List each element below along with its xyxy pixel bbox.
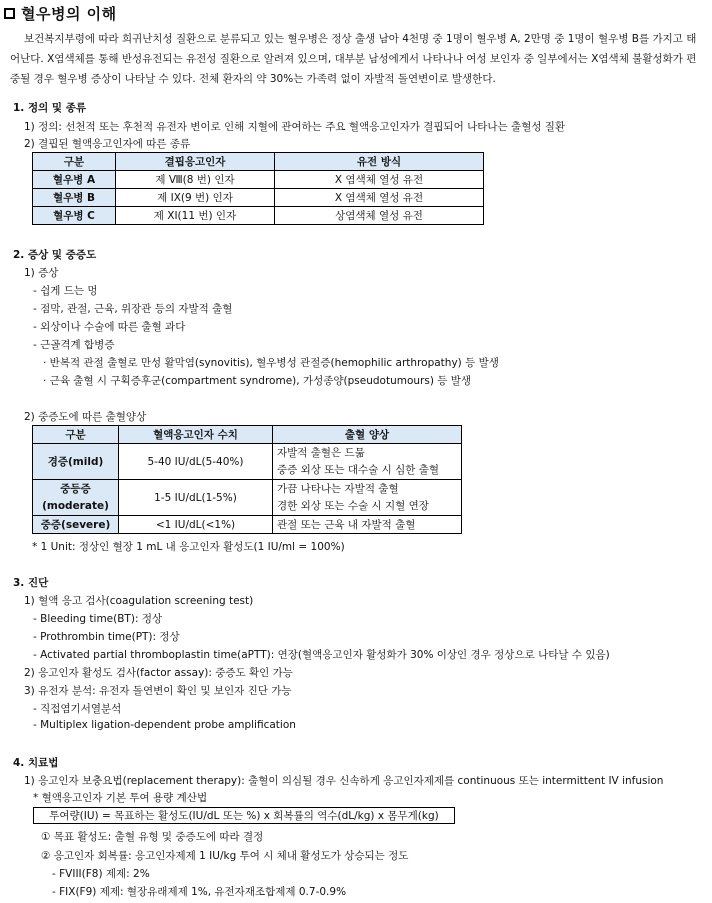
table-cell: [33, 480, 119, 516]
table-cell: 경증(mild): [33, 444, 119, 480]
list-item: - Multiplex ligation-dependent probe amplification: [33, 719, 296, 731]
list-item: 2) 응고인자 활성도 검사(factor assay): 중증도 확인 가능: [24, 667, 293, 679]
section-2-heading: 2. 증상 및 중증도: [13, 249, 97, 261]
severity-label: (moderate): [42, 499, 109, 512]
table-cell: X 염색체 열성 유전: [275, 189, 484, 207]
table-header: 구분: [33, 153, 116, 171]
bleeding-desc: 가끔 나타나는 자발적 출혈: [277, 482, 399, 495]
table-cell: 혈우병 B: [33, 189, 116, 207]
list-item: - FVIII(F8) 제제: 2%: [52, 868, 150, 880]
table-header: 유전 방식: [275, 153, 484, 171]
table-header: 구분: [33, 426, 119, 444]
table-header: 결핍응고인자: [116, 153, 275, 171]
table-row: [33, 516, 462, 534]
table-cell: 제 IX(9 번) 인자: [116, 189, 275, 207]
list-item: 3) 유전자 분석: 유전자 돌연변이 확인 및 보인자 진단 가능: [24, 685, 292, 697]
list-item: - Bleeding time(BT): 정상: [33, 613, 163, 625]
table-cell: 관절 또는 근육 내 자발적 출혈: [273, 516, 462, 534]
bleeding-desc: 자발적 출혈은 드묾: [277, 446, 365, 459]
dose-note: * 혈액응고인자 기본 투여 용량 계산법: [33, 792, 208, 804]
table-cell: <1 IU/dL(<1%): [119, 516, 273, 534]
sub-list-item: · 반복적 관절 출혈로 만성 활막염(synovitis), 혈우병성 관절증(hemophilic arthropathy) 등 발생: [43, 357, 499, 369]
table-cell: 혈우병 A: [33, 171, 116, 189]
table-header: 출혈 양상: [273, 426, 462, 444]
title-row: [4, 3, 117, 24]
table-cell: X 염색체 열성 유전: [275, 171, 484, 189]
symptoms-label: 1) 증상: [24, 267, 59, 279]
list-item: ① 목표 활성도: 출혈 유형 및 중증도에 따라 결정: [41, 831, 264, 843]
page-title: 혈우병의 이해: [21, 5, 117, 23]
checkbox-icon: [4, 8, 15, 19]
table-row: [33, 480, 462, 516]
list-item: 1) 응고인자 보충요법(replacement therapy): 출혈이 의심될 경우 신속하게 응고인자제제를 continuous 또는 intermittent IV infusion: [24, 775, 664, 787]
list-item: - 점막, 관절, 근육, 위장관 등의 자발적 출혈: [33, 303, 233, 315]
list-item: - 직접염기서열분석: [33, 703, 122, 715]
list-item: - Prothrombin time(PT): 정상: [33, 631, 180, 643]
table-cell: 혈우병 C: [33, 207, 116, 225]
list-item: - 외상이나 수술에 따른 출혈 과다: [33, 321, 186, 333]
table-row: [33, 171, 484, 189]
list-item: ② 응고인자 회복률: 응고인자제제 1 IU/kg 투여 시 체내 활성도가 상승되는 정도: [41, 850, 409, 862]
unit-note: * 1 Unit: 정상인 혈장 1 mL 내 응고인자 활성도(1 IU/ml = 100%): [32, 541, 345, 553]
list-item: - 쉽게 드는 멍: [33, 285, 98, 297]
section-1-heading: 1. 정의 및 종류: [13, 102, 86, 114]
list-item: - Activated partial thromboplastin time(aPTT): 연장(혈액응고인자 활성화가 30% 이상인 경우 정상으로 나타날 수 있음): [33, 649, 610, 661]
table-cell: [273, 444, 462, 480]
table-cell: 제 XI(11 번) 인자: [116, 207, 275, 225]
section-3-heading: 3. 진단: [13, 577, 49, 589]
list-item: - FIX(F9) 제제: 혈장유래제제 1%, 유전자재조합제제 0.7-0.9%: [52, 886, 347, 898]
intro-paragraph: 보건복지부령에 따라 희귀난치성 질환으로 분류되고 있는 혈우병은 정상 출생 남아 4천명 중 1명이 혈우병 A, 2만명 중 1명이 혈우병 B를 가지고 태어난다. X염색체를 통해 반성유전되는 유전성 질환으로 알려져 있으며, 대부분 남성에게서 나타나나 여성 보인자 중 일부에서는 X염색체 불활성화가 편중될 경우 혈우병 증상이 나타날 수 있다. 전체 환자의 약 30%는 가족력 없이 자발적 돌연변이로 발생한다.: [10, 33, 697, 85]
table-cell: 상염색체 열성 유전: [275, 207, 484, 225]
list-item: 1) 혈액 응고 검사(coagulation screening test): [24, 595, 254, 607]
definition-text: 1) 정의: 선천적 또는 후천적 유전자 변이로 인해 지혈에 관여하는 주요 혈액응고인자가 결핍되어 나타나는 출혈성 질환: [24, 121, 566, 133]
table-row: [33, 189, 484, 207]
sub-list-item: · 근육 출혈 시 구획증후군(compartment syndrome), 가성종양(pseudotumours) 등 발생: [43, 375, 472, 387]
table-row: [33, 207, 484, 225]
bleeding-desc: 경한 외상 또는 수술 시 지혈 연장: [277, 499, 429, 512]
list-item: - 근골격계 합병증: [33, 339, 115, 351]
types-text: 2) 결핍된 혈액응고인자에 따른 종류: [24, 138, 191, 150]
table-cell: 1-5 IU/dL(1-5%): [119, 480, 273, 516]
severity-table: [32, 425, 462, 534]
table-cell: 제 Ⅷ(8 번) 인자: [116, 171, 275, 189]
severity-label: 중등증: [60, 482, 91, 495]
table-cell: 중증(severe): [33, 516, 119, 534]
bleeding-desc: 중증 외상 또는 대수술 시 심한 출혈: [277, 463, 440, 476]
table-cell: [273, 480, 462, 516]
table-header: 혈액응고인자 수치: [119, 426, 273, 444]
severity-label: 2) 중증도에 따른 출혈양상: [24, 411, 147, 423]
dose-formula: 투여량(IU) = 목표하는 활성도(IU/dL 또는 %) x 회복률의 역수(dL/kg) x 몸무게(kg): [33, 807, 455, 824]
type-table: [32, 152, 484, 225]
section-4-heading: 4. 치료법: [13, 757, 59, 769]
table-row: [33, 444, 462, 480]
table-cell: 5-40 IU/dL(5-40%): [119, 444, 273, 480]
